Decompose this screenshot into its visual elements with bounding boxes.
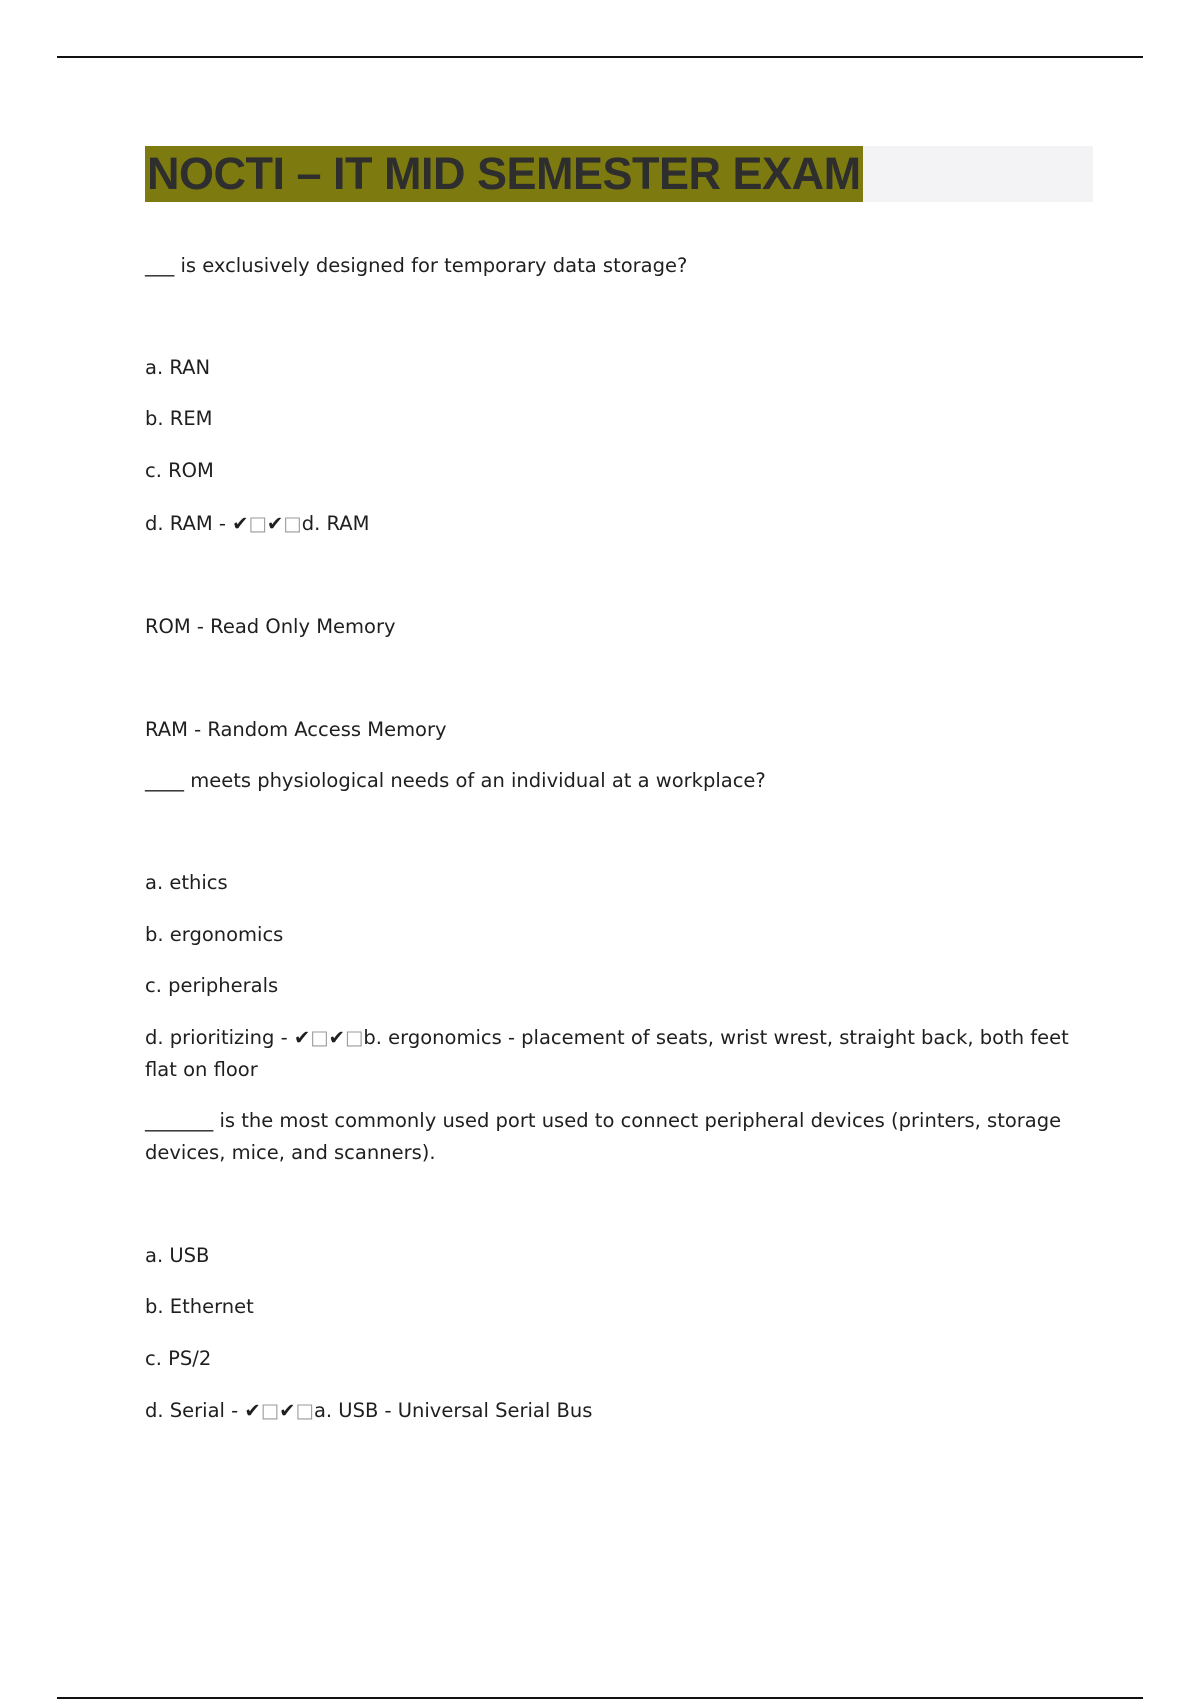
question-3-option-a: a. USB	[145, 1244, 210, 1267]
question-3-prompt: _______ is the most commonly used port used to connect peripheral devices (printers, storage devices, mice, and scanners).	[145, 1109, 1062, 1164]
box-icon: □	[310, 1026, 329, 1049]
check-icon: ✔	[266, 512, 284, 535]
note-rom: ROM - Read Only Memory	[145, 615, 396, 638]
answer-text: b. ergonomics - placement of seats, wrist wrest, straight back, both feet flat on floor	[145, 1026, 1069, 1081]
question-2-option-c: c. peripherals	[145, 974, 279, 997]
question-1-option-b: b. REM	[145, 407, 213, 430]
question-1-prompt: ___ is exclusively designed for temporary data storage?	[145, 254, 688, 277]
answer-text: a. USB - Universal Serial Bus	[313, 1399, 593, 1422]
answer-text: d. RAM	[301, 512, 370, 535]
question-3-option-b: b. Ethernet	[145, 1295, 254, 1318]
option-text: d. RAM -	[145, 512, 233, 535]
option-text: d. prioritizing -	[145, 1026, 294, 1049]
page-title: NOCTI – IT MID SEMESTER EXAM	[145, 146, 863, 202]
bottom-rule	[57, 1697, 1143, 1699]
question-2-prompt: ____ meets physiological needs of an individual at a workplace?	[145, 769, 766, 792]
top-rule	[57, 56, 1143, 58]
question-1-option-a: a. RAN	[145, 356, 211, 379]
check-icon: ✔	[328, 1026, 345, 1049]
check-icon: ✔	[279, 1399, 296, 1422]
question-2-option-a: a. ethics	[145, 871, 228, 894]
box-icon: □	[344, 1026, 364, 1049]
check-icon: ✔	[232, 512, 249, 535]
question-2-option-d	[145, 1022, 1085, 1086]
question-2-option-b: b. ergonomics	[145, 923, 284, 946]
box-icon: □	[248, 512, 267, 535]
question-3-option-d	[145, 1395, 1085, 1427]
note-ram: RAM - Random Access Memory	[145, 718, 447, 741]
question-3-option-c: c. PS/2	[145, 1347, 212, 1370]
check-icon: ✔	[293, 1026, 311, 1049]
box-icon: □	[295, 1399, 314, 1422]
question-1-option-c: c. ROM	[145, 459, 214, 482]
check-icon: ✔	[244, 1399, 261, 1422]
option-text: d. Serial -	[145, 1399, 245, 1422]
box-icon: □	[260, 1399, 280, 1422]
box-icon: □	[283, 512, 302, 535]
question-1-option-d	[145, 508, 1085, 540]
